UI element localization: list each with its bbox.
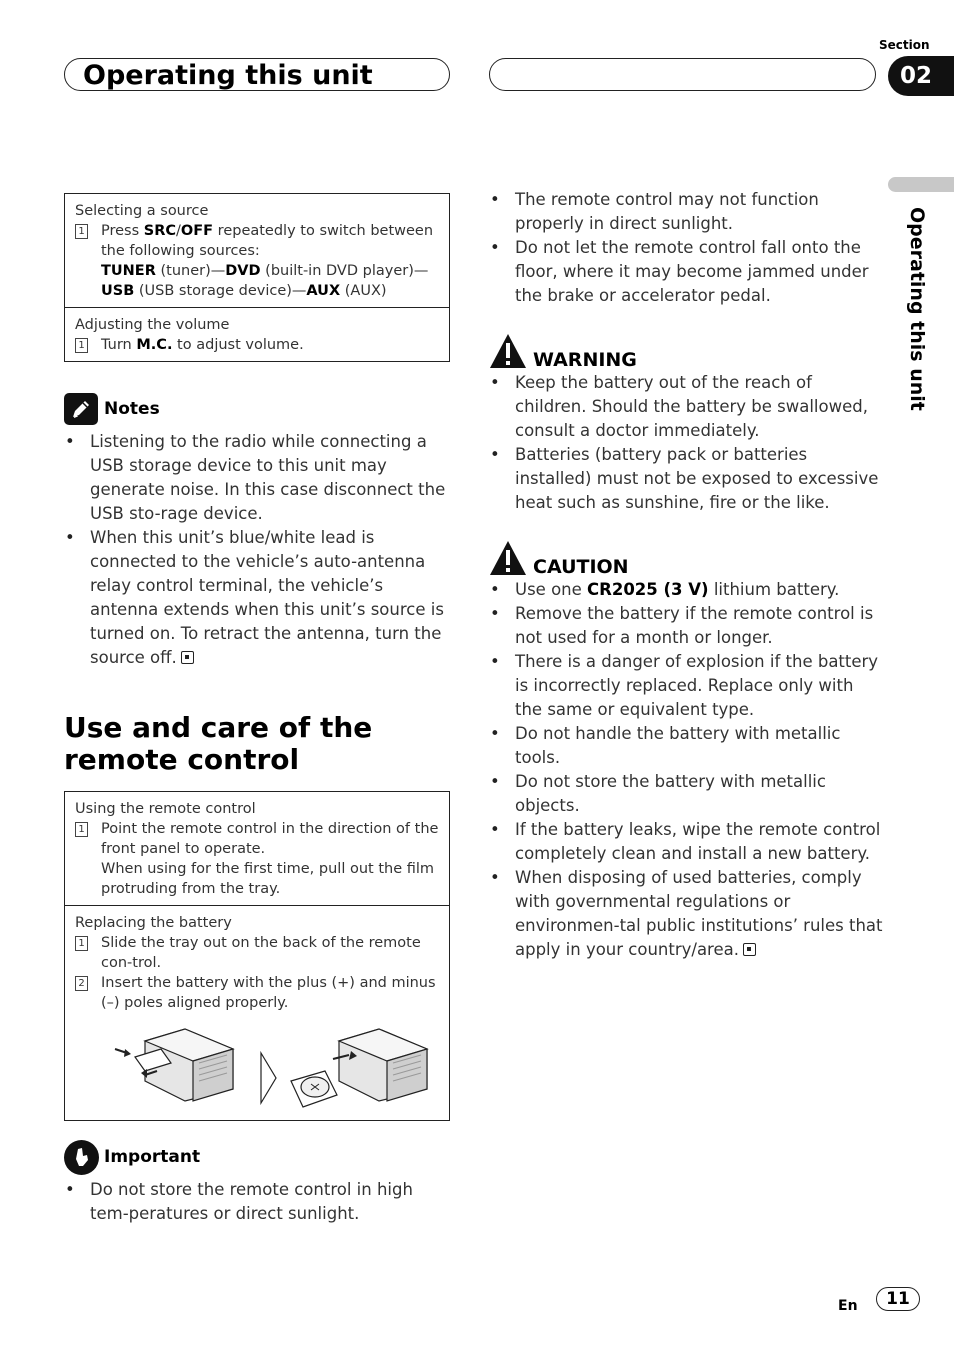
step-text: Point the remote control in the direction of the front panel to operate. When using for the first time, pull out the film protruding from the tray. <box>101 821 439 897</box>
step-number: 2 <box>75 976 88 991</box>
list-item: • When this unit’s blue/white lead is connected to the vehicle’s auto-antenna relay control terminal, the vehicle’s antenna extends when this unit’s source is turned on. To retract the antenna, turn the source off. <box>64 526 454 670</box>
battery-type: CR2025 (3 V) <box>587 580 709 599</box>
warning-label: WARNING <box>533 349 637 371</box>
side-tab-marker <box>888 177 954 192</box>
list-item: • Do not store the remote control in high tem-peratures or direct sunlight. <box>64 1178 449 1226</box>
list-item: • If the battery leaks, wipe the remote control completely clean and install a new battery. <box>489 818 883 866</box>
remote-control-box <box>64 791 450 1121</box>
end-mark-icon <box>743 943 756 956</box>
page-title: Operating this unit <box>83 60 373 91</box>
list-item: • Keep the battery out of the reach of children. Should the battery be swallowed, consult a doctor immediately. <box>489 371 881 443</box>
selecting-source-heading: Selecting a source <box>75 203 209 219</box>
replacing-battery-heading: Replacing the battery <box>75 915 232 931</box>
warning-triangle-icon <box>489 333 527 369</box>
using-remote-section <box>65 792 449 905</box>
list-item: • Do not handle the battery with metallic tools. <box>489 722 883 770</box>
list-item: • Batteries (battery pack or batteries installed) must not be exposed to excessive heat such as sunshine, fire or the like. <box>489 443 881 515</box>
source-volume-box <box>64 193 450 362</box>
step-note: When using for the first time, pull out the film protruding from the tray. <box>101 861 435 897</box>
important-label: Important <box>104 1147 201 1167</box>
off-key: OFF <box>180 223 214 239</box>
section-number-badge: 02 <box>888 56 954 96</box>
step-row <box>75 973 439 1013</box>
arrow-right-icon <box>261 1053 276 1103</box>
notes-heading <box>64 393 160 425</box>
using-remote-heading: Using the remote control <box>75 801 256 817</box>
adjusting-volume-heading: Adjusting the volume <box>75 317 230 333</box>
step-number: 1 <box>75 936 88 951</box>
step-number: 1 <box>75 338 88 353</box>
list-item: • The remote control may not function properly in direct sunlight. <box>489 188 881 236</box>
language-code: En <box>838 1298 858 1314</box>
step-row <box>75 819 439 899</box>
list-item: • There is a danger of explosion if the battery is incorrectly replaced. Replace only with the same or equivalent type. <box>489 650 883 722</box>
replacing-battery-section <box>65 905 449 1129</box>
remote-tips-list <box>489 188 881 308</box>
header-blank-pill <box>489 58 876 91</box>
remote-battery-insert-illustration <box>291 1029 427 1107</box>
notes-label: Notes <box>104 399 160 419</box>
step-text: Insert the battery with the plus (+) and minus (–) poles aligned properly. <box>101 975 436 1011</box>
step-row <box>75 933 439 973</box>
list-item: • Listening to the radio while connecting a USB storage device to this unit may generate noise. In this case disconnect the USB sto-rage device. <box>64 430 454 526</box>
step-text: Slide the tray out on the back of the remote con-trol. <box>101 935 421 971</box>
pencil-icon <box>64 393 98 425</box>
important-list <box>64 1178 449 1226</box>
list-item: • Do not store the battery with metallic objects. <box>489 770 883 818</box>
adjusting-volume-section <box>65 307 449 361</box>
important-heading <box>64 1139 200 1175</box>
step-number: 1 <box>75 224 88 239</box>
hand-icon <box>64 1140 99 1175</box>
step-row <box>75 335 439 355</box>
caution-heading <box>489 540 629 576</box>
mc-key: M.C. <box>136 337 173 353</box>
caution-triangle-icon <box>489 540 527 576</box>
src-key: SRC <box>143 223 177 239</box>
list-item: • When disposing of used batteries, comply with governmental regulations or environmen-tal public institutions’ rules that apply in your country/area. <box>489 866 883 962</box>
list-item: • Remove the battery if the remote control is not used for a month or longer. <box>489 602 883 650</box>
step-row <box>75 221 439 301</box>
remote-tray-out-illustration <box>115 1029 233 1101</box>
list-item: • Use one CR2025 (3 V) lithium battery. <box>489 578 883 602</box>
selecting-source-section <box>65 194 449 307</box>
section-heading: Use and care of the remote control <box>64 711 373 776</box>
side-tab-text: Operating this unit <box>906 207 928 411</box>
step-text: Turn M.C. to adjust volume. <box>101 337 304 353</box>
warning-heading <box>489 333 637 369</box>
page-title-pill <box>64 58 450 91</box>
end-mark-icon <box>181 651 194 664</box>
list-item: • Do not let the remote control fall onto the floor, where it may become jammed under the brake or accelerator pedal. <box>489 236 881 308</box>
page-number: 11 <box>876 1287 920 1311</box>
warning-list <box>489 371 881 515</box>
step-text: Press SRC/OFF repeatedly to switch between the following sources: TUNER (tuner)—DVD (built-in DVD player)—USB (USB storage device)—AUX (AUX) <box>101 223 434 299</box>
caution-label: CAUTION <box>533 556 629 578</box>
caution-list <box>489 578 883 962</box>
step-number: 1 <box>75 822 88 837</box>
notes-list <box>64 430 454 670</box>
battery-replacement-illustration <box>75 1023 439 1123</box>
section-label: Section <box>879 38 930 52</box>
